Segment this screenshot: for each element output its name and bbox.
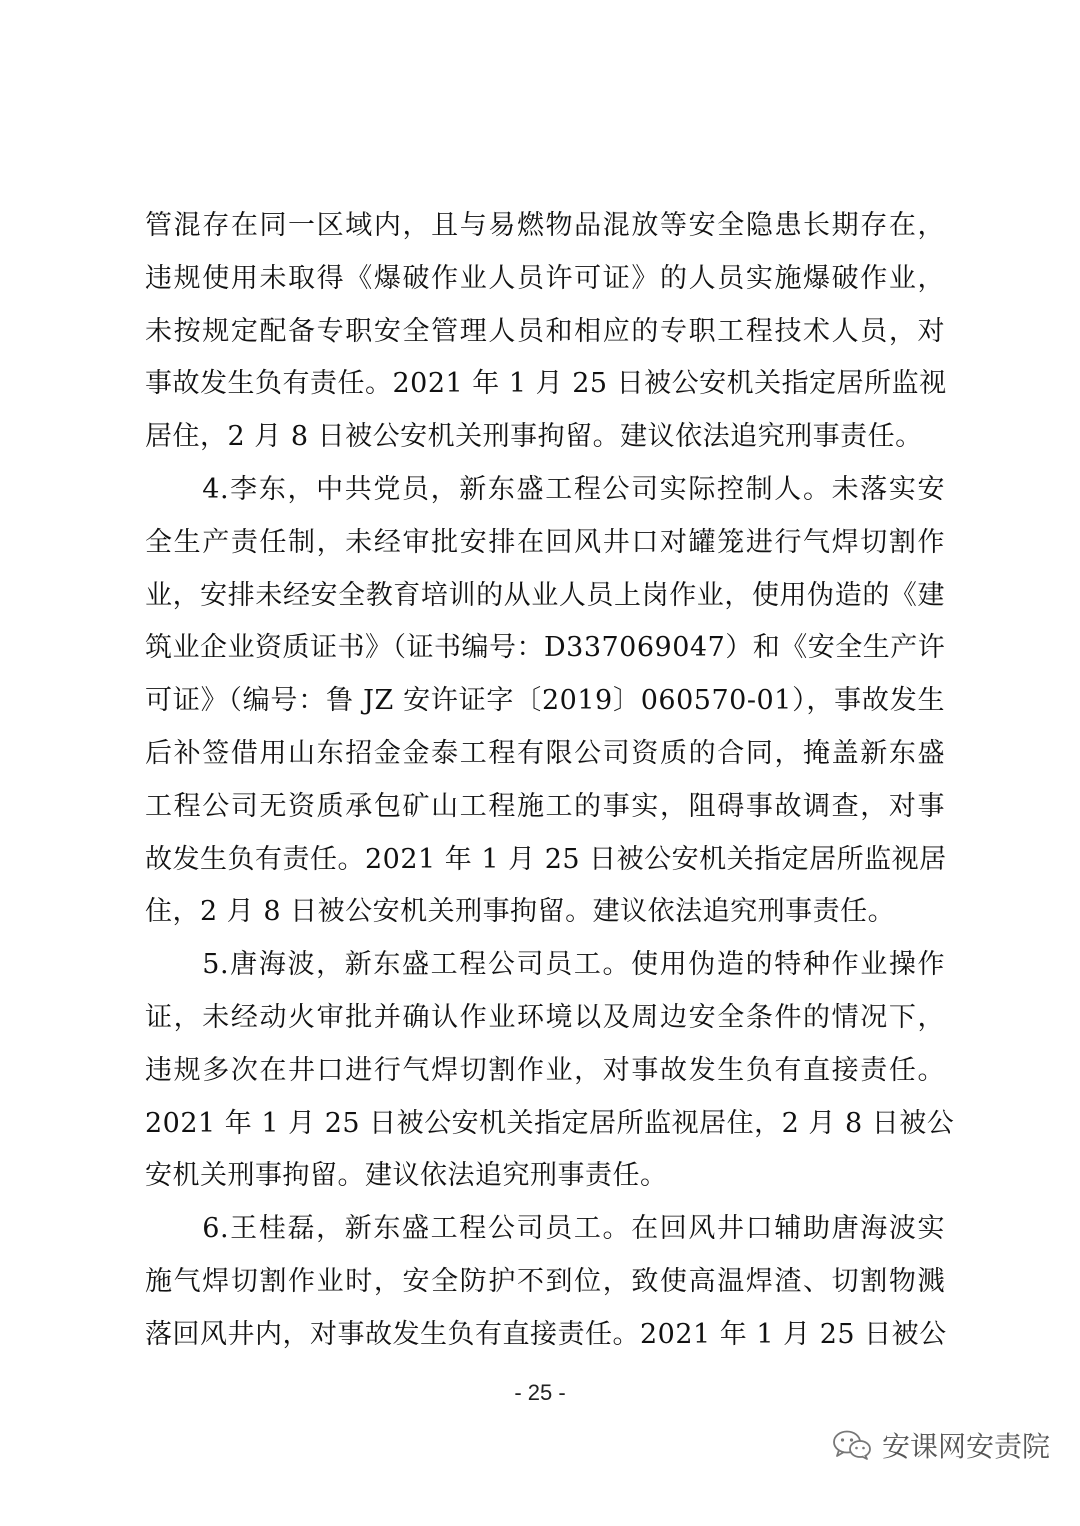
text-line: 违规多次在井口进行气焊切割作业，对事故发生负有直接责任。 bbox=[145, 1054, 945, 1086]
text-line: 全生产责任制，未经审批安排在回风井口对罐笼进行气焊切割作 bbox=[145, 526, 945, 558]
text-line: 违规使用未取得《爆破作业人员许可证》的人员实施爆破作业， bbox=[145, 262, 945, 294]
text-line: 故发生负有责任。2021 年 1 月 25 日被公安机关指定居所监视居 bbox=[145, 843, 947, 875]
text-line: 筑业企业资质证书》（证书编号：D337069047）和《安全生产许 bbox=[145, 632, 946, 664]
text-line: 事故发生负有责任。2021 年 1 月 25 日被公安机关指定居所监视 bbox=[145, 368, 947, 400]
text-line: 5.唐海波，新东盛工程公司员工。使用伪造的特种作业操作 bbox=[145, 949, 945, 981]
text-line: 安机关刑事拘留。建议依法追究刑事责任。 bbox=[145, 1160, 668, 1192]
text-line: 2021 年 1 月 25 日被公安机关指定居所监视居住，2 月 8 日被公 bbox=[145, 1107, 955, 1139]
text-line: 后补签借用山东招金金泰工程有限公司资质的合同，掩盖新东盛 bbox=[145, 737, 945, 769]
text-line: 落回风井内，对事故发生负有直接责任。2021 年 1 月 25 日被公 bbox=[145, 1318, 947, 1350]
text-line: 6.王桂磊，新东盛工程公司员工。在回风井口辅助唐海波实 bbox=[145, 1213, 945, 1245]
text-line: 业，安排未经安全教育培训的从业人员上岗作业，使用伪造的《建 bbox=[145, 579, 945, 611]
watermark bbox=[832, 1420, 1050, 1470]
page-number: - 25 - bbox=[514, 1380, 566, 1405]
text-line: 可证》（编号：鲁 JZ 安许证字〔2019〕060570-01），事故发生 bbox=[145, 685, 945, 717]
watermark-text: 安课网安责院 bbox=[881, 1430, 1050, 1463]
text-line: 管混存在同一区域内，且与易燃物品混放等安全隐患长期存在， bbox=[145, 210, 945, 241]
text-line: 证，未经动火审批并确认作业环境以及周边安全条件的情况下， bbox=[145, 1001, 945, 1033]
text-line: 施气焊切割作业时，安全防护不到位，致使高温焊渣、切割物溅 bbox=[145, 1265, 945, 1297]
wechat-icon bbox=[832, 1429, 872, 1461]
text-line: 住，2 月 8 日被公安机关刑事拘留。建议依法追究刑事责任。 bbox=[145, 896, 896, 928]
body-text bbox=[145, 200, 955, 1362]
text-line: 工程公司无资质承包矿山工程施工的事实，阻碍事故调查，对事 bbox=[145, 790, 945, 822]
text-line: 4.李东，中共党员，新东盛工程公司实际控制人。未落实安 bbox=[145, 473, 945, 505]
text-line: 居住，2 月 8 日被公安机关刑事拘留。建议依法追究刑事责任。 bbox=[145, 421, 923, 453]
text-line: 未按规定配备专职安全管理人员和相应的专职工程技术人员，对 bbox=[145, 315, 945, 347]
